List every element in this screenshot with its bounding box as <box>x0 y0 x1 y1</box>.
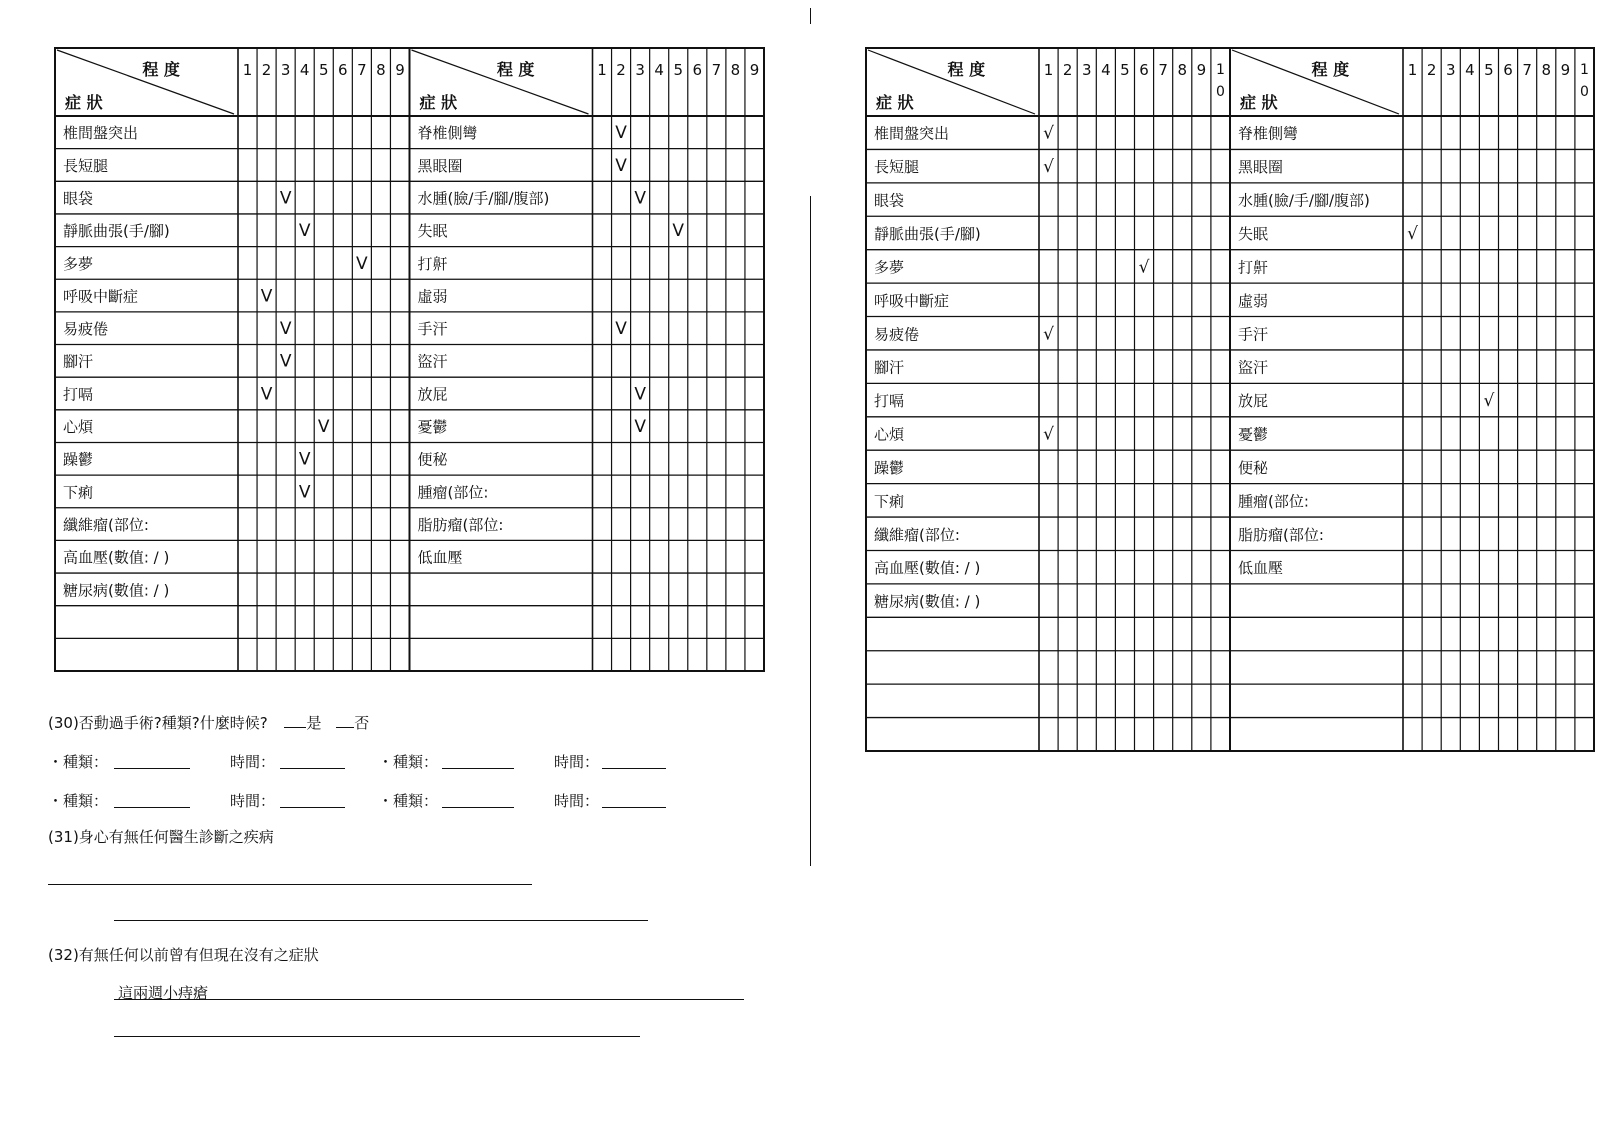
symptom-label: 便秘 <box>1238 458 1269 477</box>
scale-number: 1 <box>242 61 253 79</box>
symptom-label: 纖維瘤(部位: <box>874 525 960 544</box>
header-symptom-label: 症 狀 <box>419 93 458 112</box>
symptom-label: 長短腿 <box>874 158 920 177</box>
scale-number: 7 <box>1522 61 1532 79</box>
scale-number: 2 <box>1426 61 1437 79</box>
scale-number: 8 <box>730 61 741 79</box>
surgery-type-field[interactable] <box>442 768 514 769</box>
scale-number: 3 <box>1445 61 1456 79</box>
header-degree-label: 程 度 <box>496 60 535 79</box>
scale-number: 5 <box>673 61 684 79</box>
symptom-label: 打嗝 <box>63 385 94 404</box>
surgery-type-field[interactable] <box>114 768 190 769</box>
severity-check-mark: √ <box>1043 324 1054 345</box>
symptom-label: 虛弱 <box>1238 291 1269 310</box>
severity-check-mark: V <box>298 449 311 470</box>
surgery-type-field[interactable] <box>442 807 514 808</box>
symptom-label: 心煩 <box>874 425 905 444</box>
scale-number: 7 <box>357 61 367 79</box>
scale-number: 1 <box>1579 62 1589 78</box>
symptom-label: 靜脈曲張(手/腳) <box>63 222 170 241</box>
severity-check-mark: √ <box>1407 223 1418 244</box>
severity-check-mark: V <box>279 319 292 340</box>
severity-check-mark: √ <box>1138 257 1150 278</box>
surgery-type-label: ・種類： <box>378 753 439 771</box>
symptom-label: 躁鬱 <box>63 450 94 469</box>
symptom-label: 腳汗 <box>874 358 905 377</box>
scale-number: 4 <box>1101 61 1111 79</box>
symptom-label: 易疲倦 <box>63 320 109 339</box>
symptom-label: 放屁 <box>1238 392 1269 411</box>
symptom-label: 黑眼圈 <box>417 156 463 175</box>
symptom-label: 失眠 <box>417 222 448 241</box>
symptom-label: 椎間盤突出 <box>63 124 139 143</box>
symptom-label: 脂肪瘤(部位: <box>417 515 504 534</box>
scale-number: 5 <box>318 61 329 79</box>
symptom-label: 低血壓 <box>417 548 463 567</box>
surgery-type-label: ・種類： <box>378 792 439 810</box>
scale-number: 6 <box>338 61 348 79</box>
scale-number: 6 <box>1503 61 1513 79</box>
symptom-label: 腳汗 <box>63 352 94 371</box>
symptom-label: 躁鬱 <box>874 458 905 477</box>
scale-number: 9 <box>1196 61 1207 79</box>
symptom-label: 眼袋 <box>874 191 905 210</box>
symptom-label: 打鼾 <box>417 254 448 273</box>
scale-number: 3 <box>635 61 645 79</box>
question-30-yes: 是 <box>306 714 322 732</box>
symptom-label: 脊椎側彎 <box>417 124 478 143</box>
scale-number: 7 <box>711 61 722 79</box>
question-31-answer-line[interactable] <box>48 884 532 885</box>
severity-check-mark: √ <box>1043 424 1054 445</box>
surgery-type-label: ・種類： <box>48 792 109 810</box>
severity-check-mark: V <box>279 188 292 209</box>
scale-number: 4 <box>1465 61 1475 79</box>
symptom-label: 下痢 <box>63 483 94 502</box>
scale-number: 2 <box>261 61 272 79</box>
symptom-label: 水腫(臉/手/腳/腹部) <box>1238 191 1370 210</box>
severity-check-mark: V <box>615 155 627 176</box>
scale-number: 6 <box>692 61 703 79</box>
scale-number: 8 <box>1177 61 1188 79</box>
scale-number: 1 <box>597 61 607 79</box>
severity-check-mark: √ <box>1043 123 1054 144</box>
symptom-label: 盜汗 <box>1238 358 1269 377</box>
scale-number: 2 <box>616 61 626 79</box>
symptom-label: 心煩 <box>63 418 94 437</box>
header-symptom-label: 症 狀 <box>1240 93 1278 112</box>
question-31: (31)身心有無任何醫生診斷之疾病 <box>48 828 274 846</box>
header-symptom-label: 症 狀 <box>876 93 914 112</box>
symptom-label: 椎間盤突出 <box>874 124 950 143</box>
symptom-label: 憂鬱 <box>417 418 448 437</box>
question-32: (32)有無任何以前曾有但現在沒有之症狀 <box>48 946 319 964</box>
symptom-label: 眼袋 <box>63 189 94 208</box>
scale-number: 9 <box>395 61 405 79</box>
symptom-label: 多夢 <box>63 254 94 273</box>
symptom-label: 纖維瘤(部位: <box>63 515 149 534</box>
severity-check-mark: V <box>260 286 273 307</box>
scale-number: 9 <box>749 61 760 79</box>
symptom-label: 打嗝 <box>874 392 905 411</box>
symptom-label: 便秘 <box>417 450 448 469</box>
symptom-label: 低血壓 <box>1238 559 1284 578</box>
scale-number: 9 <box>1560 61 1571 79</box>
scale-number: 4 <box>299 61 310 79</box>
symptom-label: 水腫(臉/手/腳/腹部) <box>417 189 550 208</box>
severity-check-mark: V <box>298 482 311 503</box>
question-30-text: (30)否動過手術?種類?什麼時候? <box>48 714 268 732</box>
scale-number: 5 <box>1484 61 1494 79</box>
surgery-time-field[interactable] <box>280 807 345 808</box>
header-degree-label: 程 度 <box>1311 60 1350 79</box>
severity-check-mark: V <box>356 253 368 274</box>
header-degree-label: 程 度 <box>142 60 180 79</box>
surgery-time-field[interactable] <box>280 768 345 769</box>
symptom-label: 長短腿 <box>63 156 109 175</box>
scale-number: 0 <box>1215 84 1225 100</box>
symptom-label: 脂肪瘤(部位: <box>1238 525 1324 544</box>
scale-number: 8 <box>376 61 386 79</box>
symptom-label: 憂鬱 <box>1238 425 1269 444</box>
surgery-time-label: 時間： <box>230 792 276 810</box>
severity-check-mark: V <box>317 417 330 438</box>
symptom-label: 失眠 <box>1238 224 1269 243</box>
symptom-label: 呼吸中斷症 <box>874 291 950 310</box>
question-32-answer-line[interactable] <box>114 1036 640 1037</box>
surgery-time-field[interactable] <box>602 768 666 769</box>
severity-check-mark: √ <box>1043 157 1054 178</box>
scale-number: 0 <box>1579 84 1589 100</box>
scale-number: 3 <box>1081 61 1092 79</box>
severity-check-mark: V <box>634 384 646 405</box>
surgery-time-field[interactable] <box>602 807 666 808</box>
symptom-label: 靜脈曲張(手/腳) <box>874 224 981 243</box>
scale-number: 3 <box>280 61 291 79</box>
header-symptom-label: 症 狀 <box>65 93 103 112</box>
surgery-time-label: 時間： <box>230 753 276 771</box>
scale-number: 6 <box>1139 61 1149 79</box>
symptom-label: 手汗 <box>417 320 448 339</box>
symptom-label: 高血壓(數值: / ) <box>874 559 981 578</box>
symptom-label: 多夢 <box>874 258 905 277</box>
severity-check-mark: V <box>298 221 311 242</box>
severity-check-mark: V <box>279 351 292 372</box>
severity-check-mark: V <box>634 188 646 209</box>
scale-number: 1 <box>1043 61 1054 79</box>
scale-number: 1 <box>1407 61 1418 79</box>
symptom-label: 糖尿病(數值: / ) <box>63 581 170 600</box>
center-divider <box>810 8 811 24</box>
scale-number: 5 <box>1120 61 1130 79</box>
surgery-time-label: 時間： <box>554 753 600 771</box>
symptom-label: 腫瘤(部位: <box>417 483 489 502</box>
surgery-time-label: 時間： <box>554 792 600 810</box>
severity-check-mark: V <box>634 417 646 438</box>
symptom-label: 盜汗 <box>417 352 448 371</box>
symptom-label: 虛弱 <box>417 287 448 306</box>
symptom-label: 糖尿病(數值: / ) <box>874 592 981 611</box>
question-31-answer-line[interactable] <box>114 920 648 921</box>
severity-check-mark: √ <box>1483 391 1495 412</box>
question-32-answer-line[interactable] <box>114 999 744 1000</box>
question-30 <box>48 712 369 733</box>
symptom-label: 脊椎側彎 <box>1238 124 1299 143</box>
scale-number: 2 <box>1062 61 1073 79</box>
surgery-type-label: ・種類： <box>48 753 109 771</box>
severity-check-mark: V <box>672 221 685 242</box>
symptom-label: 放屁 <box>417 385 448 404</box>
surgery-type-field[interactable] <box>114 807 190 808</box>
question-32-answer: 這兩週小痔瘡 <box>118 984 209 1002</box>
symptom-label: 手汗 <box>1238 325 1269 344</box>
scale-number: 8 <box>1541 61 1552 79</box>
question-30-no: 否 <box>354 714 370 732</box>
header-degree-label: 程 度 <box>947 60 986 79</box>
symptom-label: 下痢 <box>874 492 905 511</box>
center-divider <box>810 196 811 866</box>
symptom-label: 易疲倦 <box>874 325 920 344</box>
symptom-label: 黑眼圈 <box>1238 158 1284 177</box>
symptom-label: 腫瘤(部位: <box>1238 492 1309 511</box>
scale-number: 1 <box>1215 62 1225 78</box>
symptom-label: 高血壓(數值: / ) <box>63 548 170 567</box>
severity-check-mark: V <box>260 384 273 405</box>
severity-check-mark: V <box>615 319 627 340</box>
symptom-label: 打鼾 <box>1238 258 1269 277</box>
severity-check-mark: V <box>615 123 627 144</box>
symptom-label: 呼吸中斷症 <box>63 287 139 306</box>
scale-number: 4 <box>654 61 664 79</box>
scale-number: 7 <box>1158 61 1168 79</box>
